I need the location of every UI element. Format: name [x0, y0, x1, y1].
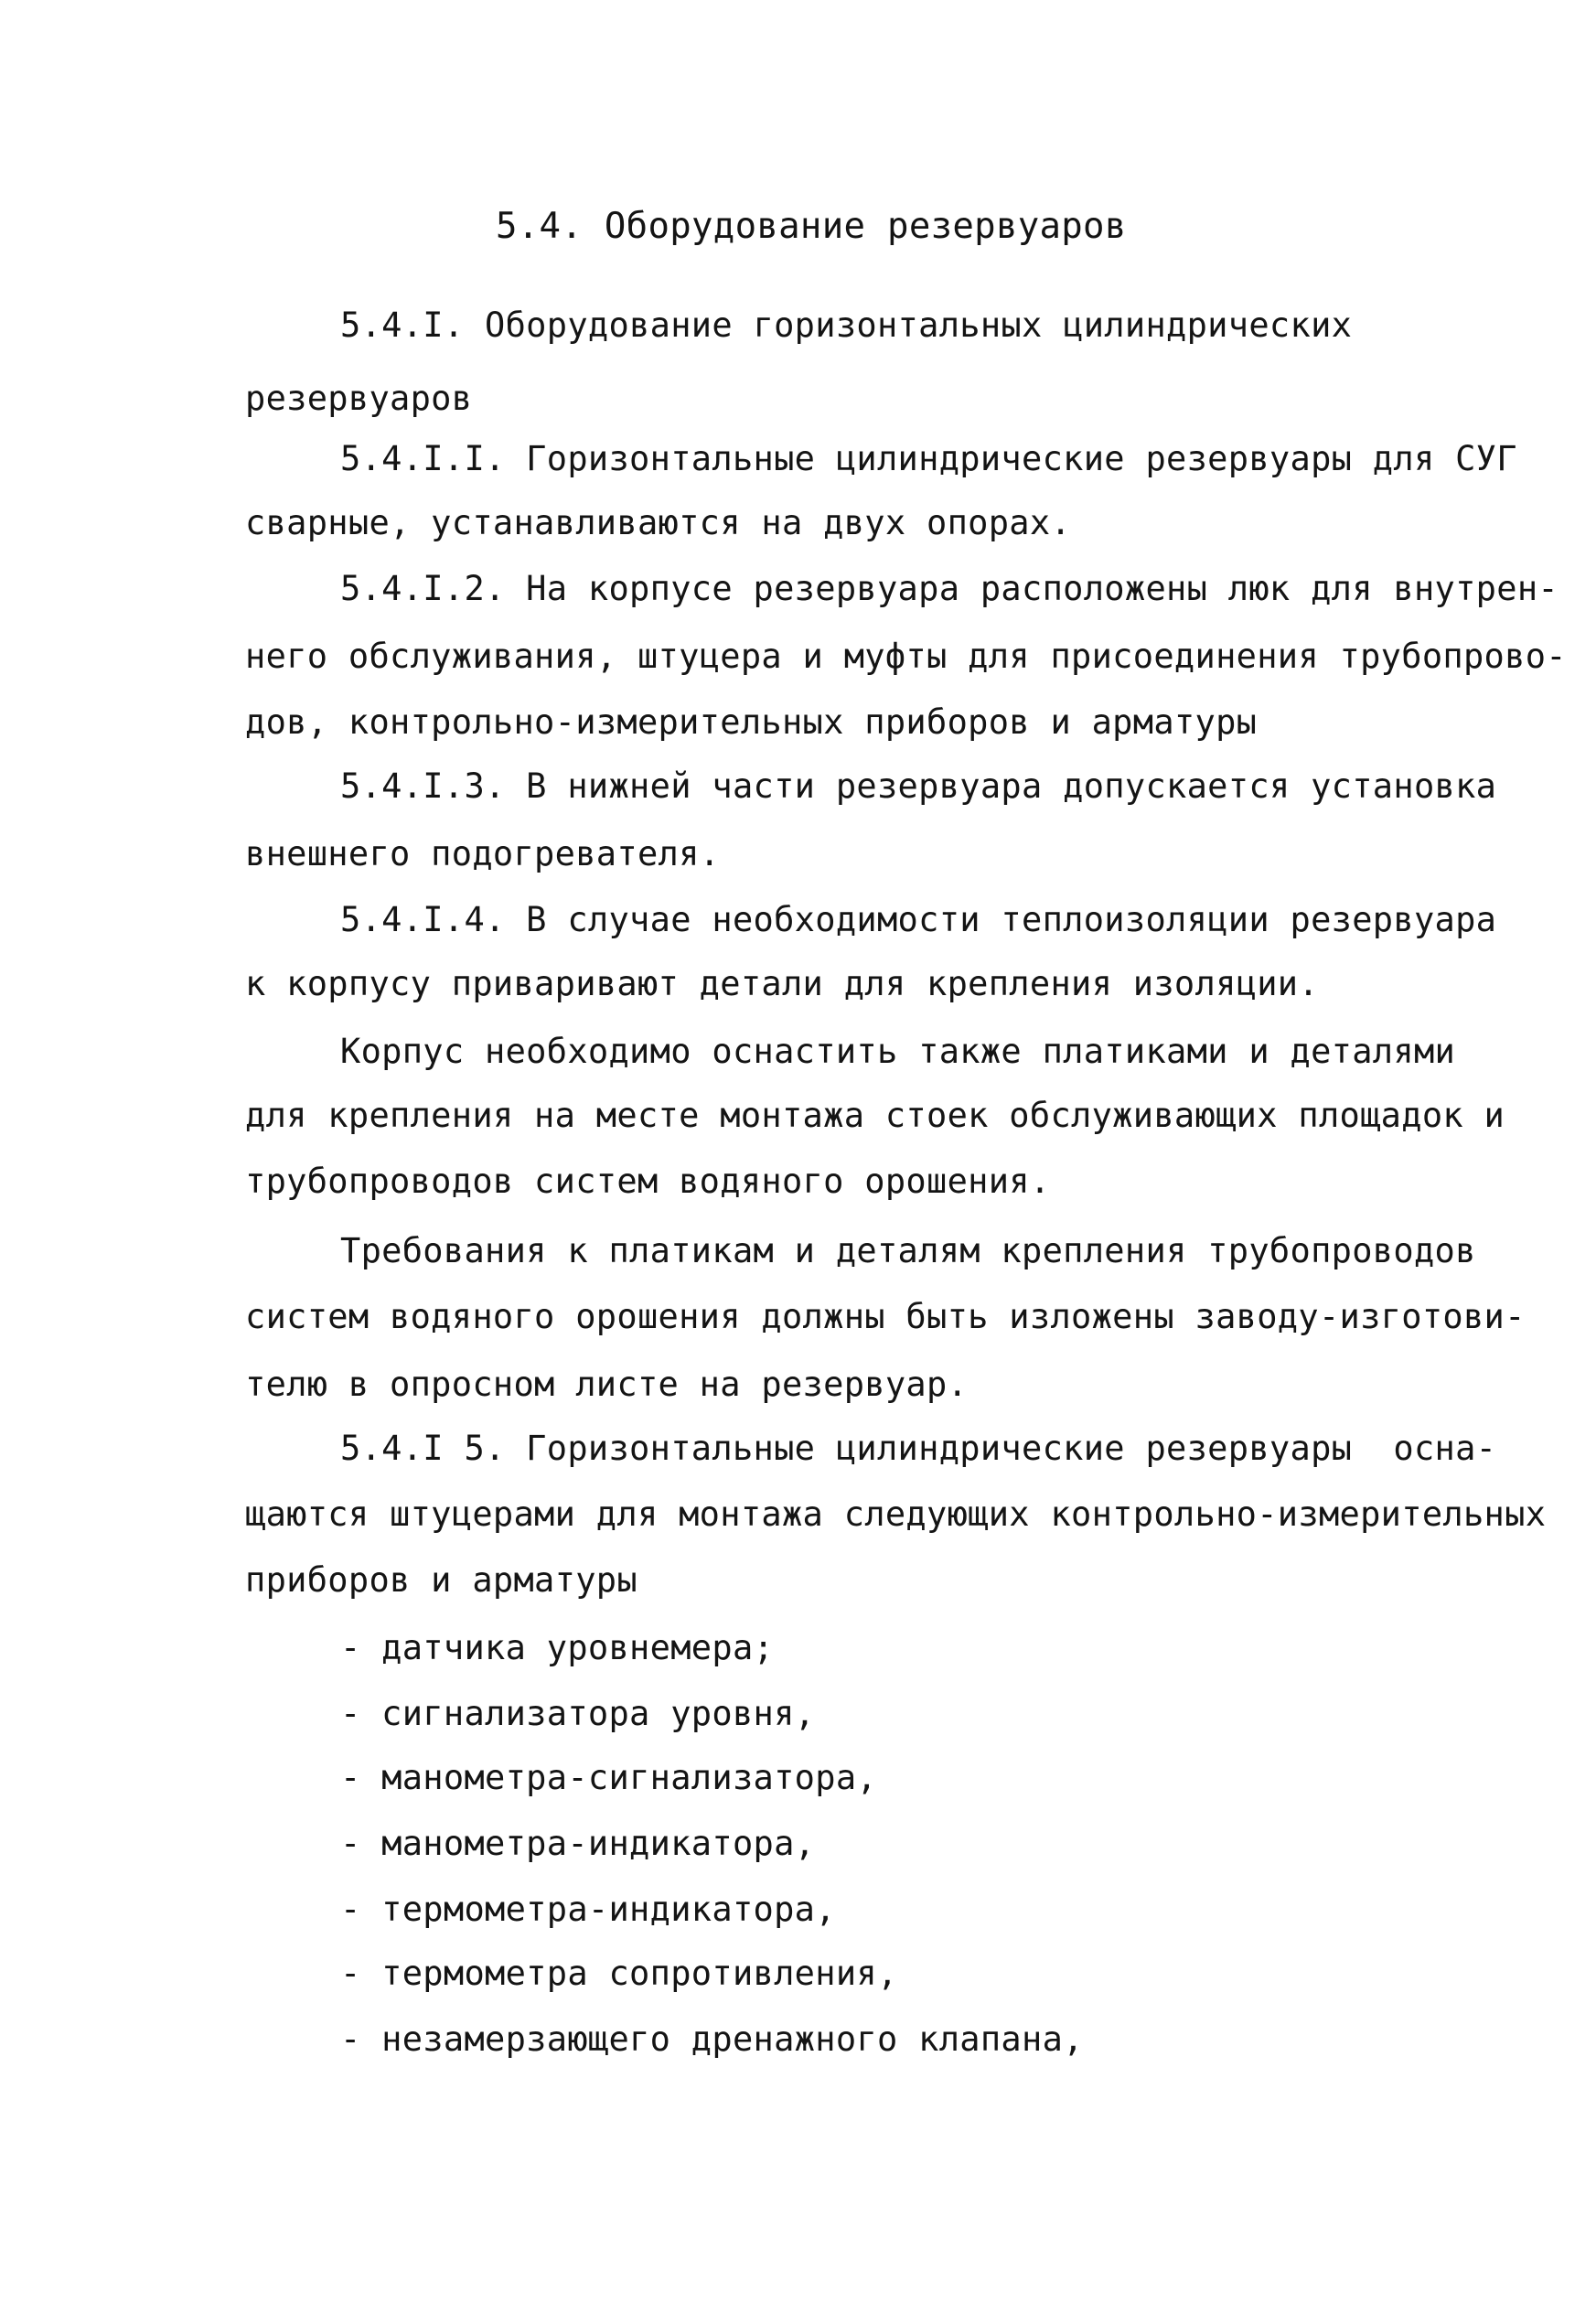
paragraph-line: дов, контрольно-измерительных приборов и арматуры: [245, 702, 1258, 742]
section-heading: 5.4. Оборудование резервуаров: [496, 206, 1127, 247]
paragraph-line: 5.4.I.2. На корпусе резервуара расположены люк для внутрен-: [340, 569, 1559, 608]
paragraph-line: 5.4.I.4. В случае необходимости теплоизоляции резервуара: [340, 900, 1497, 939]
paragraph-line: него обслуживания, штуцера и муфты для присоединения трубопрово-: [245, 637, 1567, 676]
paragraph-line: систем водяного орошения должны быть изложены заводу-изготови-: [245, 1297, 1526, 1336]
paragraph-line: внешнего подогревателя.: [245, 834, 721, 873]
list-item: - манометра-индикатора,: [340, 1824, 816, 1863]
paragraph-line: для крепления на месте монтажа стоек обслуживающих площадок и: [245, 1096, 1505, 1135]
paragraph-line: трубопроводов систем водяного орошения.: [245, 1162, 1051, 1201]
paragraph-line: Требования к платикам и деталям крепления трубопроводов: [340, 1231, 1476, 1270]
paragraph-line: сварные, устанавливаются на двух опорах.: [245, 503, 1072, 542]
list-item: - сигнализатора уровня,: [340, 1694, 816, 1733]
paragraph-line: к корпусу приваривают детали для крепления изоляции.: [245, 964, 1319, 1003]
paragraph-line: 5.4.I 5. Горизонтальные цилиндрические резервуары осна-: [340, 1429, 1497, 1468]
subsection-heading-line: 5.4.I. Оборудование горизонтальных цилиндрических: [340, 305, 1353, 345]
paragraph-line: приборов и арматуры: [245, 1560, 637, 1600]
list-item: - термометра-индикатора,: [340, 1890, 836, 1929]
list-item: - термометра сопротивления,: [340, 1954, 898, 1993]
list-item: - незамерзающего дренажного клапана,: [340, 2019, 1084, 2059]
list-item: - датчика уровнемера;: [340, 1628, 775, 1667]
paragraph-line: телю в опросном листе на резервуар.: [245, 1365, 969, 1404]
list-item: - манометра-сигнализатора,: [340, 1758, 877, 1797]
paragraph-line: 5.4.I.3. В нижней части резервуара допускается установка: [340, 766, 1497, 806]
paragraph-line: щаются штуцерами для монтажа следующих контрольно-измерительных: [245, 1494, 1547, 1534]
paragraph-line: Корпус необходимо оснастить также платиками и деталями: [340, 1032, 1456, 1071]
subsection-heading-line: резервуаров: [245, 379, 473, 418]
paragraph-line: 5.4.I.I. Горизонтальные цилиндрические резервуары для СУГ: [340, 439, 1517, 478]
